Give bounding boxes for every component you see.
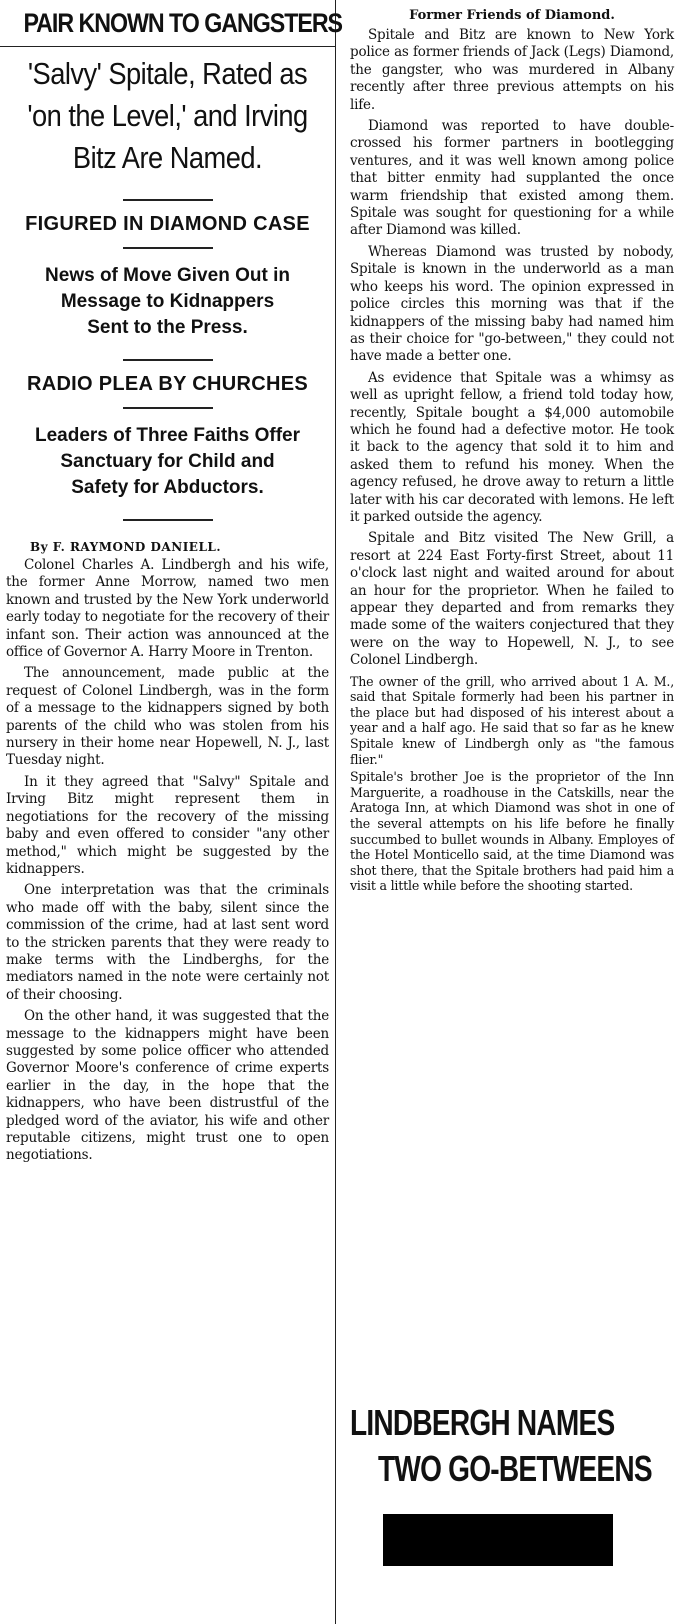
main-headline: PAIR KNOWN TO GANGSTERS <box>23 8 343 38</box>
deck-line: 'Salvy' Spitale, Rated as <box>27 56 308 91</box>
byline: By F. RAYMOND DANIELL. <box>30 540 221 554</box>
deck-line: 'on the Level,' and Irving <box>27 98 308 133</box>
deck-line: Bitz Are Named. <box>72 140 263 175</box>
article-paragraph: On the other hand, it was suggested that the message to the kidnappers might have been suggested by some police officer who attended Governor Moore's conference of crime experts earlier in the day, in the hope that the kidnappers, who have been distrustful of the pledged word of the aviator, his wife and other reputable citizens, might trust one to open negotiations. <box>6 1008 329 1164</box>
subhead-figured: FIGURED IN DIAMOND CASE <box>25 213 310 235</box>
article-paragraph: One interpretation was that the criminals who made off with the baby, silent since the commission of the crime, had at last sent word to the stricken parents that they were ready to make terms with the Lindberghs, for the mediators named in the note were certainly not of their choosing. <box>6 882 329 1003</box>
subdeck-line: News of Move Given Out in <box>45 265 290 286</box>
subdeck-line: Message to Kidnappers <box>60 291 275 312</box>
article-paragraph: The announcement, made public at the request of Colonel Lindbergh, was in the form of a message to the kidnappers signed by both parents of the child who was stolen from his nursery in their home near Hopewell, N. J., last Tuesday night. <box>6 665 329 769</box>
subdeck-line: Safety for Abductors. <box>71 477 264 498</box>
article-paragraph: Spitale and Bitz are known to New York police as former friends of Jack (Legs) Diamond, the gangster, who was murdered in Albany recently after three previous attempts on his life. <box>350 27 674 113</box>
article-paragraph: Diamond was reported to have double-crossed his former partners in bootlegging ventures, and it was well known among police that bitter enmity had supplanted the once warm friendship that existed among them. Spitale was sought for questioning for a while after Diamond was killed. <box>350 118 674 239</box>
article-paragraph: Whereas Diamond was trusted by nobody, Spitale is known in the underworld as a man who keeps his word. The opinion expressed in police circles this morning was that if the kidnappers of the missing baby had named him as their choice for "go-between," they could not have made a better one. <box>350 243 674 365</box>
bottom-headline-line: TWO GO-BETWEENS <box>378 1448 652 1489</box>
redaction-block <box>383 1514 613 1566</box>
article-paragraph: As evidence that Spitale was a whimsy as well as upright fellow, a friend told today how, recently, Spitale bought a $4,000 automobile which he found had a defective motor. He took it back to the agency that sold it to him and asked them to refund his money. When the agency refused, he drove away to return a little later with his car decorated with lemons. He left it parked outside the agency. <box>350 369 674 525</box>
subdeck-line: Sent to the Press. <box>87 317 248 338</box>
subdeck-line: Leaders of Three Faiths Offer <box>34 425 300 446</box>
subdeck-line: Sanctuary for Child and <box>60 451 275 472</box>
bottom-headline <box>350 1400 680 1492</box>
article-paragraph: Colonel Charles A. Lindbergh and his wife, the former Anne Morrow, named two men known and trusted by the New York underworld early today to negotiate for the recovery of their infant son. Their action was announced at the office of Governor A. Harry Moore in Trenton. <box>6 557 329 661</box>
right-subhead: Former Friends of Diamond. <box>409 8 615 23</box>
article-paragraph: Spitale and Bitz visited The New Grill, a resort at 224 East Forty-first Street, about 11 o'clock last night and waited around for about an hour for the proprietor. When he failed to appear they departed and from remarks they made some of the waiters conjectured that they were on the way to Hopewell, N. J., to see Colonel Lindbergh. <box>350 530 674 669</box>
right-column <box>344 0 680 1624</box>
bottom-headline-line: LINDBERGH NAMES <box>350 1402 615 1443</box>
article-paragraph: In it they agreed that "Salvy" Spitale and Irving Bitz might represent them in negotiations for the recovery of the missing baby and even offered to consider "any other method," which might be suggested by the kidnappers. <box>6 773 329 877</box>
article-paragraph-small: Spitale's brother Joe is the proprietor of the Inn Marguerite, a roadhouse in the Catskills, near the Aratoga Inn, at which Diamond was shot in one of the several attempts on his life before he finally succumbed to bullet wounds in Albany. Employes of the Hotel Monticello said, at the time Diamond was shot there, that the Spitale brothers had paid him a visit a little while before the shooting started. <box>350 769 674 894</box>
article-paragraph-small: The owner of the grill, who arrived about 1 A. M., said that Spitale formerly had been his partner in the place but had disposed of his interest about a year and a half ago. He said that so far as he knew Spitale knew of Lindbergh only as "the famous flier." <box>350 673 674 767</box>
subhead-radio: RADIO PLEA BY CHURCHES <box>26 373 309 395</box>
